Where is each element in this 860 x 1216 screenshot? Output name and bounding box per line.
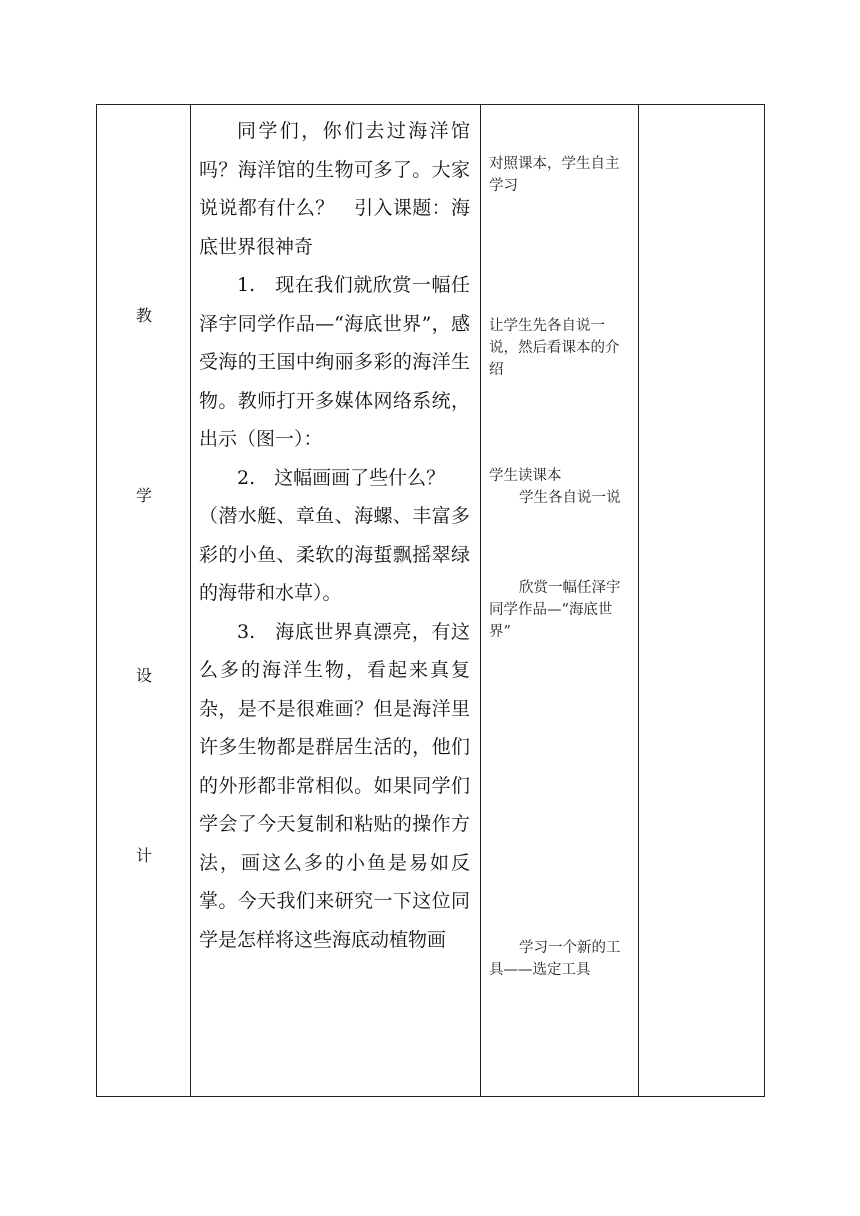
lesson-plan-table <box>96 104 765 1097</box>
content-paragraph-step3: 3. 海底世界真漂亮，有这么多的海洋生物，看起来真复杂，是不是很难画？但是海洋里许多生物都是群居生活的，他们的外形都非常相似。如果同学们学会了今天复制和粘贴的操作方法，画这么多的小鱼是易如反掌。今天我们来研究一下这位同学是怎样将这些海底动植物画 <box>199 620 470 951</box>
note-appreciate-work: 欣赏一幅任泽宇同学作品—“海底世界” <box>489 580 621 640</box>
student-activity-cell <box>481 105 639 1097</box>
note-self-study: 对照课本，学生自主学习 <box>489 156 620 194</box>
content-paragraph-intro: 同学们，你们去过海洋馆吗？海洋馆的生物可多了。大家说说都有什么？ 引入课题：海底世界很神奇 <box>199 120 470 258</box>
content-paragraph-step1: 1. 现在我们就欣赏一幅任泽宇同学作品—“海底世界”，感受海的王国中绚丽多彩的海洋生物。教师打开多媒体网络系统，出示（图一）： <box>199 274 470 450</box>
table-row <box>97 105 765 1097</box>
note-discuss: 让学生先各自说一说，然后看课本的介绍 <box>489 318 620 378</box>
note-each-speak: 学生各自说一说 <box>519 490 621 506</box>
note-read-textbook-line: 学生读课本 <box>489 468 562 484</box>
content-paragraph-answer: （潜水艇、章鱼、海螺、丰富多彩的小鱼、柔软的海蜇飘摇翠绿的海带和水草）。 <box>199 505 470 604</box>
note-new-tool: 学习一个新的工具——选定工具 <box>489 940 621 978</box>
remarks-cell <box>639 105 765 1097</box>
note-read-textbook <box>489 465 629 509</box>
label-char-jiao: 教 <box>135 306 152 325</box>
section-label-cell <box>97 105 191 1097</box>
label-char-ji: 计 <box>135 846 152 865</box>
content-paragraph-step2: 2. 这幅画画了些什么？ <box>237 466 446 489</box>
label-char-xue: 学 <box>135 486 152 505</box>
label-char-she: 设 <box>135 666 152 685</box>
teaching-content-cell <box>191 105 481 1097</box>
